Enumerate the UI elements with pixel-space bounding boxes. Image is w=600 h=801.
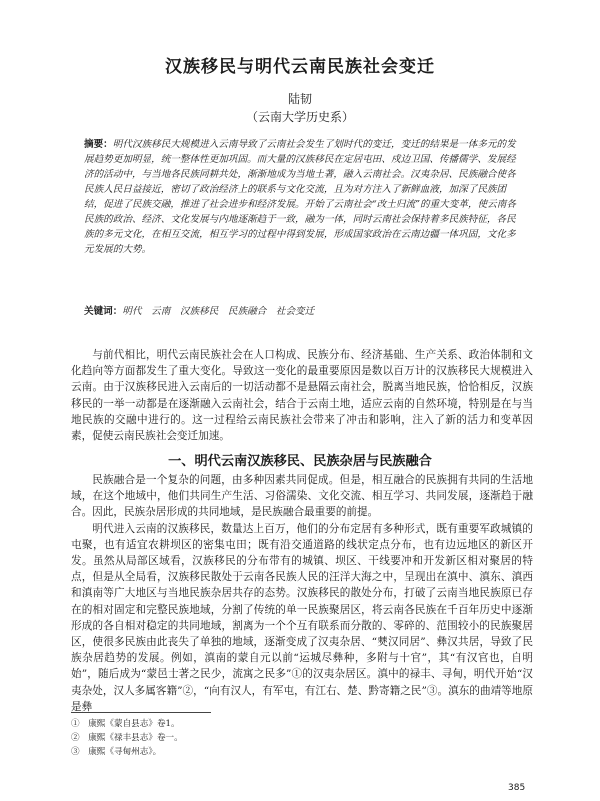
section-paragraph-2: 明代进入云南的汉族移民，数量达上百万，他们的分布定居有多种形式，既有重要军政城镇的屯聚，也有适宜农耕坝区的密集屯田；既有沿交通道路的线状定点分布，也有边远地区的新区开发。虽然从局部区域看，汉族移民的分布带有的城镇、坝区、干线要冲和开发新区相对聚居的特点，但是从全局看，汉族移民散处于云南各民族人民的汪洋大海之中，呈现出在滇中、滇东、滇西和滇南等广大地区与当地民族杂居共存的态势。汉族移民的散处分布，打破了云南当地民族原已存在的相对固定和完整民族地域，分割了传统的单一民族聚居区，将云南各民族在千百年历史中逐渐形成的各自相对稳定的共同地域，割离为一个个互有联系而分散的、零碎的、范围较小的民族聚居区，使很多民族由此丧失了单独的地域，逐渐变成了汉夷杂居、“僰汉同居”、彝汉共居，导致了民族杂居趋势的发展。例如，滇南的蒙自元以前“运城尽彝种，多附与十官”，其“有汉官也，自明始”，随后成为“蒙邑士著之民少，流寓之民多”①的汉夷杂居区。滇中的禄丰、寻甸，明代开始“汉夷杂处，汉人多属客籍”②，“向有汉人，有军屯，有江右、楚、黔寄籍之民”③。滇东的曲靖等地原是彝 (71, 522, 533, 713)
footnote-1: ① 康熙《蒙自县志》卷1。 (71, 719, 180, 729)
abstract (84, 137, 524, 257)
abstract-text: 明代汉族移民大规模进入云南导致了云南社会发生了划时代的变迁，变迁的结果是一体多元的发展趋势更加明显，统一整体性更加巩固。而大量的汉族移民在定居屯田、戍边卫国、传播儒学、发展经济的活动中，与当地各民族同耕共处，渐渐地成为当地土著，融入云南社会。汉夷杂居、民族融合使各民族人民日益接近，密切了政治经济上的联系与文化交流，且为对方注入了新鲜血液，加深了民族团结，促进了民族交融，推进了社会进步和经济发展。开始了云南社会“改土归流”的重大变革，使云南各民族的政治、经济、文化发展与内地逐渐趋于一致，融为一体，同时云南社会保持着多民族特征，各民族的多元文化，在相互交流，相互学习的过程中得到发展，形成国家政治在云南边疆一体巩固，文化多元发展的大势。 (84, 139, 516, 255)
footnote-2: ② 康熙《禄丰县志》卷一。 (71, 733, 183, 743)
section-paragraph-1: 民族融合是一个复杂的问题，由多种因素共同促成。但是，相互融合的民族拥有共同的生活地域，在这个地域中，他们共同生产生活、习俗濡染、文化交流、相互学习、共同发展，逐渐趋于融合。因此，民族杂居形成的共同地域，是民族融合最重要的前提。 (71, 474, 533, 519)
page-number: 385 (508, 783, 526, 793)
section-heading: 一、明代云南汉族移民、民族杂居与民族融合 (168, 454, 432, 469)
keywords (84, 303, 524, 317)
keywords-label: 关键词： (84, 306, 123, 317)
author-name: 陆韧 (287, 92, 312, 106)
keywords-text: 明代 云南 汉族移民 民族融合 社会变迁 (122, 306, 315, 317)
article-title: 汉族移民与明代云南民族社会变迁 (165, 57, 435, 77)
intro-paragraph: 与前代相比，明代云南民族社会在人口构成、民族分布、经济基础、生产关系、政治体制和文化趋向等方面都发生了重大变化。导致这一变化的最重要原因是数以百万计的汉族移民大规模进入云南。由于汉族移民进入云南后的一切活动都不是悬隔云南社会，脱离当地民族，恰恰相反，汉族移民的一举一动都是在逐渐融入云南社会，结合于云南土地，适应云南的自然环境，特别是在与当地民族的交融中进行的。这一过程给云南民族社会带来了冲击和影响，注入了新的活力和变革因素，促使云南民族社会变迁加速。 (71, 349, 533, 443)
footnote-3: ③ 康熙《寻甸州志》。 (71, 747, 162, 757)
footnote-divider (71, 712, 211, 713)
section-body (71, 472, 533, 715)
author-affiliation: （云南大学历史系） (245, 110, 354, 124)
abstract-label: 摘要： (84, 139, 113, 150)
